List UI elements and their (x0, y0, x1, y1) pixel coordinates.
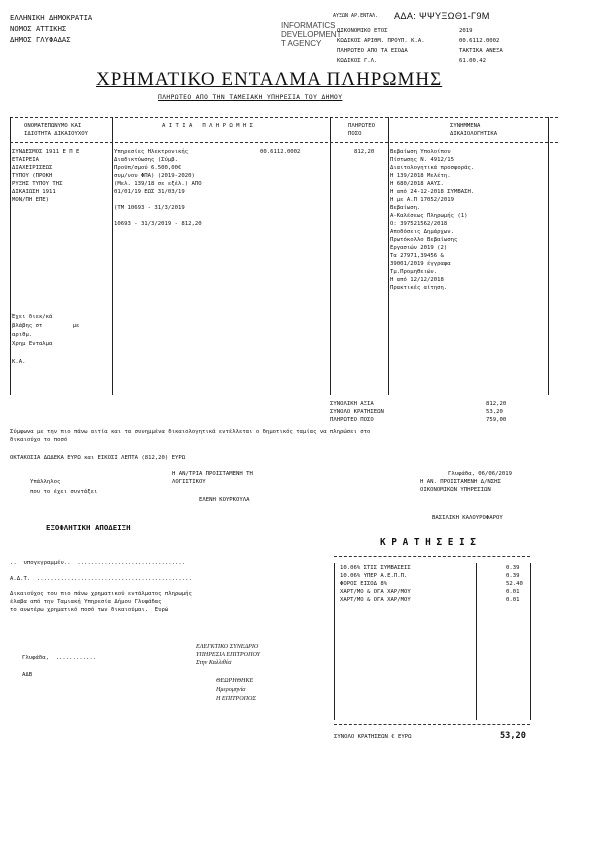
audit-stamp-line: ΥΠΗΡΕΣΙΑ ΕΠΙΤΡΟΠΟΥ (196, 652, 261, 658)
director-signature-line: ΟΙΚΟΝΟΜΙΚΩΝ ΥΠΗΡΕΣΙΩΝ (420, 487, 491, 493)
attachments-cell-line: Τμ.Προμηθειών. (390, 269, 438, 275)
attachments-cell-line: Η 680/2018 ΑΑΥΣ. (390, 181, 444, 187)
director-name: ΒΑΣΙΛΙΚΗ ΚΑΛΟΥΡΟΦΑΡΟΥ (432, 515, 503, 521)
purpose-cell-line: 10693 - 31/3/2019 - 812,20 (114, 221, 202, 227)
receipt-text-line: έλαβα από την Ταμιακή Υπηρεσία Δήμου Γλυφάδας (10, 599, 162, 605)
deductions-bottom-rule (334, 724, 530, 725)
deduction-values-line: 52.40 (506, 581, 523, 587)
attachments-cell-line: Η 139/2018 Μελέτη. (390, 173, 451, 179)
deductions-total-label: ΣΥΝΟΛΟ ΚΡΑΤΗΣΕΩΝ € ΕΥΡΩ (334, 734, 412, 740)
attachments-cell-line: Η από 12/12/2018 (390, 277, 444, 283)
deduction-values-line: 0.01 (506, 589, 520, 595)
totals-labels-line: ΣΥΝΟΛΙΚΗ ΑΞΙΑ (330, 401, 374, 407)
deduction-values-line: 0.39 (506, 565, 520, 571)
header-payee-line: ΟΝΟΜΑΤΕΠΩΝΥΜΟ ΚΑΙ (24, 123, 82, 129)
head-signature-line: ΛΟΓΙΣΤΙΚΟΥ (172, 479, 206, 485)
deductions-title: Κ Ρ Α Τ Η Σ Ε Ι Σ (380, 537, 476, 548)
deduction-labels-line: 10.06% ΥΠΕΡ Α.Ε.Π.Π. (340, 573, 408, 579)
purpose-cell-line: (Μελ. 139/18 σε εξέλ.) ΑΠΟ (114, 181, 202, 187)
purpose-cell-line: Υπηρεσίες Ηλεκτρονικής (114, 149, 189, 155)
deduction-labels-line: 10.06% ΣΤΙΣ ΣΥΜΒΑΣΕΙΣ (340, 565, 411, 571)
payee-notes-line: Έχει διεκ/κά (12, 314, 53, 320)
attachments-cell-line: Πρωτόκολλο Βεβαίωσης (390, 237, 458, 243)
table-top-rule (10, 117, 558, 118)
table-border-right (548, 117, 549, 395)
deductions-border-left (334, 563, 335, 720)
payee-cell-line: ΔΙΚΑΙΩΣΗ 1911 (12, 189, 56, 195)
attachments-cell-line: Διαιτολογητικά προσφοράς. (390, 165, 475, 171)
payee-notes-line: Χρημ Ενταλμα (12, 341, 53, 347)
head-name: ΕΛΕΝΗ ΚΟΥΡΚΟΥΛΑ (199, 497, 250, 503)
attachments-cell-line: Αποδόσεις Δημάρχων. (390, 229, 454, 235)
header-meta-values-line: 00.6112.0002 (459, 38, 500, 44)
table-col-divider-3 (388, 117, 389, 395)
attachments-cell-line: Βεβαίωση Υπολοίπου (390, 149, 451, 155)
issuer-block-line: ΔΗΜΟΣ ΓΛΥΦΑΔΑΣ (10, 35, 71, 44)
header-amount-line: ΠΛΗΡΩΤΕΟ (348, 123, 375, 129)
official-signature-line: Υπάλληλος (30, 479, 61, 485)
purpose-cell-line: Διαδικτύωσης (Σύμβ. (114, 157, 178, 163)
table-col-divider-1 (112, 117, 113, 395)
purpose-cell-line: (ΤΜ 10693 - 31/3/2019 (114, 205, 185, 211)
receipt-place-line: Γλυφάδα, ............ (22, 655, 97, 661)
overprint-block-line: INFORMATICS (281, 21, 336, 30)
deductions-top-rule (334, 556, 530, 557)
payee-notes-line: αριθμ. (12, 332, 33, 338)
deduction-values-line: 0.39 (506, 573, 520, 579)
issuer-block-line: ΕΛΛΗΝΙΚΗ ΔΗΜΟΚΡΑΤΙΑ (10, 13, 93, 22)
header-payee-line: ΙΔΙΟΤΗΤΑ ΔΙΚΑΙΟΥΧΟΥ (24, 131, 88, 137)
attachments-cell-line: Βεβαίωση. (390, 205, 421, 211)
place-date: Γλυφάδα, 06/06/2019 (448, 471, 512, 477)
receipt-abbrev: ΑΔΒ (22, 672, 33, 678)
amount-cell: 812,20 (354, 149, 375, 155)
table-header-rule (10, 142, 558, 143)
attachments-cell-line: Πίστωσης Ν. 4912/15 (390, 157, 454, 163)
totals-labels-line: ΠΛΗΡΩΤΕΟ ΠΟΣΟ (330, 417, 374, 423)
header-amount-line: ΠΟΣΟ (348, 131, 362, 137)
payee-cell-line: ΤΥΠΟΥ (ΠΡΟΚΗ (12, 173, 53, 179)
checked-stamp-line: Ημερομηνία (216, 687, 246, 693)
purpose-cell-line: Προϋπ/σμού 6.500,00€ (114, 165, 182, 171)
amount-in-words: ΟΚΤΑΚΟΣΙΑ ΔΩΔΕΚΑ ΕΥΡΩ και ΕΙΚΟΣΙ ΛΕΠΤΑ (812,20) ΕΥΡΩ (10, 455, 186, 461)
purpose-cell-line: συμ/νου ΦΠΑ) (2019-2020) (114, 173, 195, 179)
header-attachments-line: ΣΥΝΗΜΜΕΝΑ (450, 123, 481, 129)
totals-values-line: 812,20 (486, 401, 507, 407)
attachments-cell-line: Πρακτικές αίτηση. (390, 285, 448, 291)
deductions-total-value: 53,20 (500, 731, 526, 741)
payee-cell-line: ΣΥΝΔΕΣΜΟΣ 1911 Ε Π Ε (12, 149, 80, 155)
attachments-cell-line: Α-Καλέσεως Πληρωμής (1) (390, 213, 468, 219)
receipt-adt-line: Α.Δ.Τ. .............................................. (10, 576, 192, 582)
overprint-block-line: DEVELOPMENT (281, 30, 342, 39)
deduction-labels-line: ΦΟΡΟΣ ΕΙΣΟΔ 8% (340, 581, 388, 587)
checked-stamp-line: ΘΕΩΡΗΘΗΚΕ (216, 678, 254, 684)
overprint-block-line: T AGENCY (281, 39, 322, 48)
payee-cell-line: ΜΟΝ/ΠΗ ΕΠΕ) (12, 197, 50, 203)
page-subtitle: ΠΛΗΡΩΤΕΟ ΑΠΟ ΤΗΝ ΤΑΜΕΙΑΚΗ ΥΠΗΡΕΣΙΑ ΤΟΥ ΔΗΜΟΥ (158, 94, 343, 101)
attachments-cell-line: Η με Α.Π 17052/2019 (390, 197, 454, 203)
purpose-cell-line: 01/01/19 ΕΩΣ 31/03/19 (114, 189, 185, 195)
issuer-block-line: ΝΟΜΟΣ ΑΤΤΙΚΗΣ (10, 24, 67, 33)
totals-labels-line: ΣΥΝΟΛΟ ΚΡΑΤΗΣΕΩΝ (330, 409, 384, 415)
attachments-cell-line: Εργασιών 2019 (2) (390, 245, 448, 251)
payee-notes-line: βλάβης στ με (12, 323, 80, 329)
totals-values-line: 53,20 (486, 409, 503, 415)
attachments-cell-line: 39001/2019 έγγραφα (390, 261, 451, 267)
table-border-left (10, 117, 11, 395)
receipt-title: ΕΞΟΦΛΗΤΙΚΗ ΑΠΟΔΕΙΞΗ (46, 523, 131, 532)
header-meta-labels-line: ΠΛΗΡΩΤΕΟ ΑΠΟ ΤΑ ΕΣΟΔΑ (337, 48, 408, 54)
header-meta-labels-line: ΚΩΔΙΚΟΣ ΑΡΙΘΜ. ΠΡΟΥΠ. Κ.Α. (337, 38, 425, 44)
deduction-labels-line: ΧΑΡΤ/ΜΟ & ΟΓΑ ΧΑΡ/ΜΟΥ (340, 589, 411, 595)
payee-cell-line: ΕΤΑΙΡΕΙΑ (12, 157, 39, 163)
receipt-signed-line: .. υπογεγραμμέν.. ................................ (10, 560, 186, 566)
attachments-cell-line: Ο: 397521562/2018 (390, 221, 448, 227)
header-meta-values-line: 2019 (459, 28, 473, 34)
attachments-cell-line: Τα 27971,39456 & (390, 253, 444, 259)
payment-statement-line: Σύμφωνα με την πιο πάνω αιτία και τα συνημμένα δικαιολογητικά εντέλλεται ο δημοτικός ταμίας να πληρώσει στο (10, 429, 371, 435)
head-signature-line: Η ΑΝ/ΤΡΙΑ ΠΡΟΙΣΤΑΜΕΝΗ ΤΗ (172, 471, 253, 477)
header-meta-values-line: 61.00.42 (459, 58, 486, 64)
header-purpose-line: Α Ι Τ Ι Α Π Λ Η Ρ Ω Μ Η Σ (162, 123, 253, 129)
deduction-values-line: 0.01 (506, 597, 520, 603)
header-meta-labels-line: ΟΙΚΟΝΟΜΙΚΟ ΕΤΟΣ (337, 28, 388, 34)
header-attachments-line: ΔΙΚΑΙΟΛΟΓΗΤΙΚΑ (450, 131, 498, 137)
purpose-code: 00.6112.0002 (260, 149, 301, 155)
official-signature-line: που το έχει συντάξει (30, 489, 98, 495)
receipt-text-line: το ανωτέρω χρηματικό ποσό των δικαιούμαι. Ευρώ (10, 607, 169, 613)
payee-notes-line: Κ.Α. (12, 359, 26, 365)
page-title: ΧΡΗΜΑΤΙΚΟ ΕΝΤΑΛΜΑ ΠΛΗΡΩΜΗΣ (96, 69, 443, 90)
deduction-labels-line: ΧΑΡΤ/ΜΟ & ΟΓΑ ΧΑΡ/ΜΟΥ (340, 597, 411, 603)
deductions-col-divider (476, 563, 477, 720)
ada-label: ΑΥΞΩΝ ΑΡ.ΕΝΤΑΛ. (333, 13, 379, 19)
payee-cell-line: ΡΥΞΗΣ ΤΥΠΟΥ ΤΗΣ (12, 181, 63, 187)
totals-values-line: 759,00 (486, 417, 507, 423)
audit-stamp-line: ΕΛΕΓΚΤΙΚΟ ΣΥΝΕΔΡΙΟ (196, 644, 259, 650)
director-signature-line: Η ΑΝ. ΠΡΟΙΣΤΑΜΕΝΗ Δ/ΝΣΗΣ (420, 479, 501, 485)
payment-statement-line: δικαιούχο το ποσό (10, 437, 68, 443)
attachments-cell-line: Η από 24-12-2018 ΣΥΜΒΑΣΗ. (390, 189, 475, 195)
header-meta-labels-line: ΚΩΔΙΚΟΣ Γ.Λ. (337, 58, 378, 64)
table-col-divider-2 (330, 117, 331, 395)
checked-stamp-line: Η ΕΠΙΤΡΟΠΟΣ (216, 696, 257, 702)
audit-stamp-line: Στην Καλλιθέα (196, 660, 232, 666)
header-meta-values-line: ΤΑΚΤΙΚΑ ΑΝΕΞΑ (459, 48, 503, 54)
receipt-text-line: Δικαιούχος του πιο πάνω χρηματικού εντάλματος πληρωμής (10, 591, 192, 597)
payee-cell-line: ΔΙΑΧΕΙΡΙΣΕΩΣ (12, 165, 53, 171)
deductions-border-right (530, 563, 531, 720)
ada-value: ΑΔΑ: ΨΨΥΞΩΘ1-Γ9Μ (394, 11, 490, 21)
